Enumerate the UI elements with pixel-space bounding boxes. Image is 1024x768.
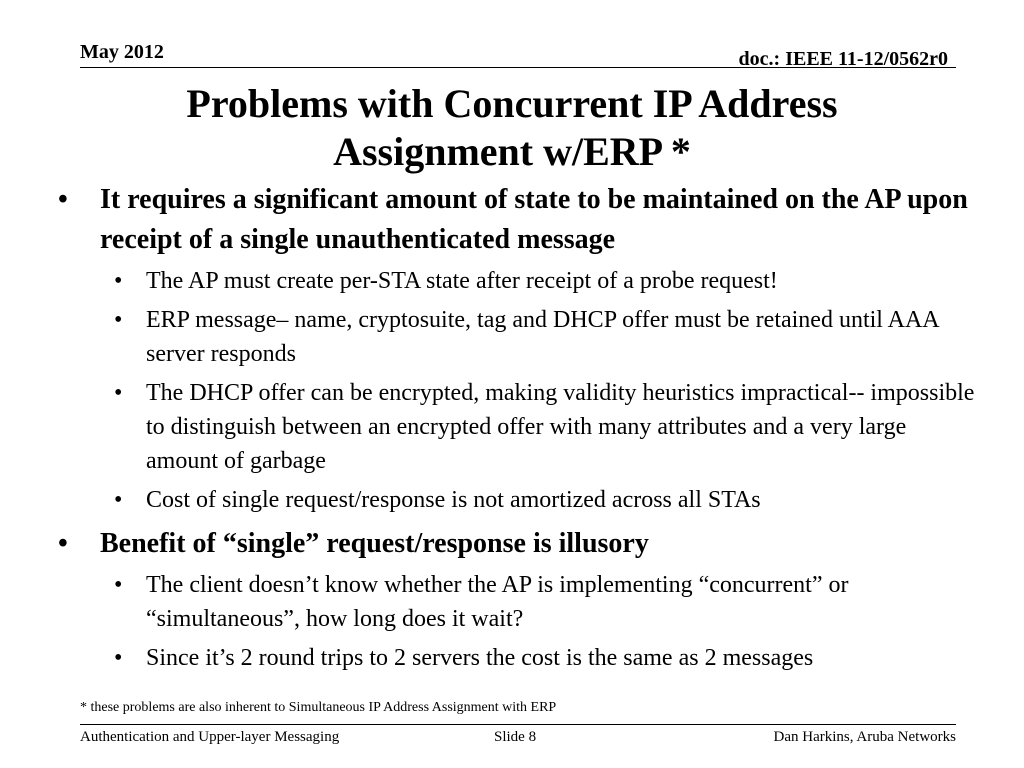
footer-author: Dan Harkins, Aruba Networks xyxy=(773,729,956,745)
sub-point-text: The AP must create per-STA state after receipt of a probe request! xyxy=(146,268,778,294)
main-point-text: It requires a significant amount of state to be maintained on the AP upon receipt of a single unauthenticated message xyxy=(100,184,968,255)
footer-divider xyxy=(80,724,956,725)
sub-point xyxy=(100,568,976,636)
sub-point xyxy=(100,641,976,675)
sub-point xyxy=(100,264,976,298)
sub-point-text: The DHCP offer can be encrypted, making validity heuristics impractical-- impossible to distinguish between an encrypted offer with many attributes and a very large amount of garbage xyxy=(146,380,975,474)
header-doc-id: doc.: IEEE 11-12/0562r0 xyxy=(738,48,948,70)
bullet-icon: • xyxy=(114,307,123,333)
sub-point xyxy=(100,376,976,478)
bullet-icon: • xyxy=(114,380,123,406)
sub-point-text: The client doesn’t know whether the AP is implementing “concurrent” or “simultaneous”, how long does it wait? xyxy=(146,572,849,632)
main-point-text: Benefit of “single” request/response is illusory xyxy=(100,528,649,559)
bullet-list xyxy=(56,180,976,680)
header-divider xyxy=(80,67,956,68)
sub-point xyxy=(100,303,976,371)
bullet-icon: • xyxy=(114,487,123,513)
sub-point xyxy=(100,483,976,517)
footnote: * these problems are also inherent to Simultaneous IP Address Assignment with ERP xyxy=(80,700,557,715)
sub-point-text: Cost of single request/response is not amortized across all STAs xyxy=(146,487,761,513)
main-point-2 xyxy=(56,524,976,564)
sub-point-text: ERP message– name, cryptosuite, tag and DHCP offer must be retained until AAA server responds xyxy=(146,307,939,367)
bullet-icon: • xyxy=(114,572,123,598)
slide-title xyxy=(90,80,934,176)
bullet-icon: • xyxy=(58,184,68,215)
bullet-icon: • xyxy=(114,268,123,294)
slide-title-line-1: Problems with Concurrent IP Address xyxy=(186,81,838,126)
header-date: May 2012 xyxy=(80,41,164,63)
bullet-icon: • xyxy=(58,528,68,559)
footer-topic: Authentication and Upper-layer Messaging xyxy=(80,729,340,745)
slide-title-line-2: Assignment w/ERP * xyxy=(333,129,691,174)
sub-point-text: Since it’s 2 round trips to 2 servers the cost is the same as 2 messages xyxy=(146,645,814,671)
bullet-icon: • xyxy=(114,645,123,671)
main-point-1 xyxy=(56,180,976,260)
footer-slide-number: Slide 8 xyxy=(494,729,537,745)
